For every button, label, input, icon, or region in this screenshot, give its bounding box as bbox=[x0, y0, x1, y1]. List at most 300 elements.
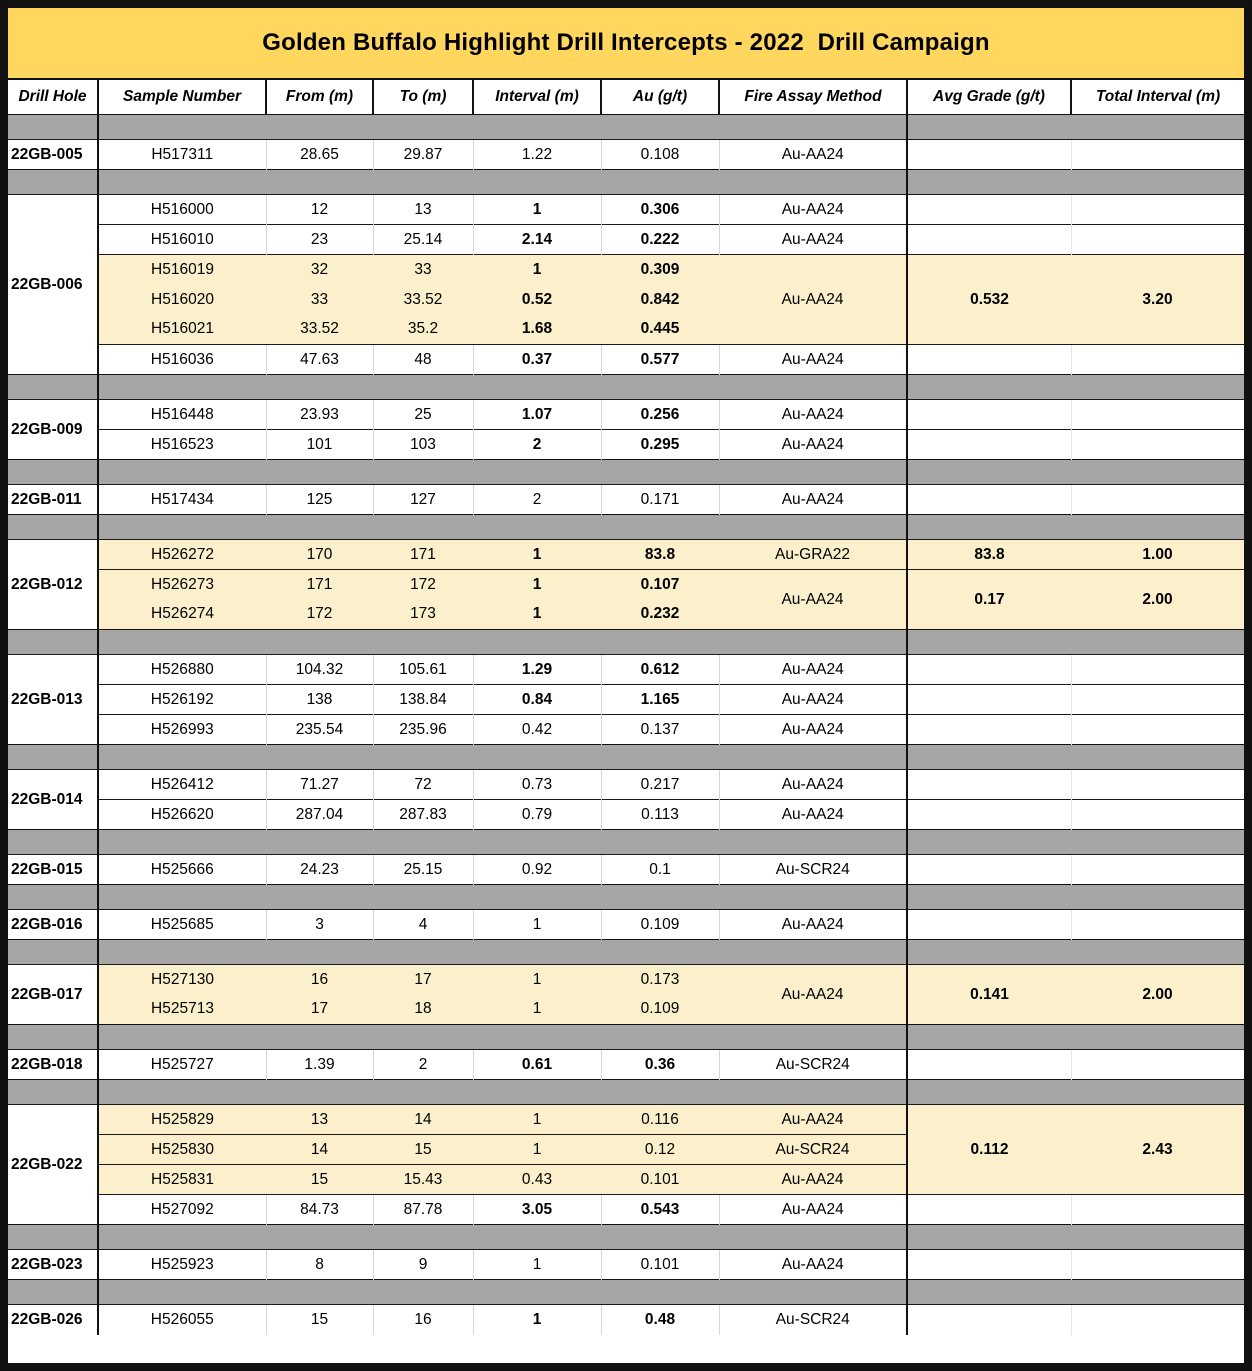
separator-row bbox=[8, 460, 1244, 485]
cell-sample-number: H526993 bbox=[98, 715, 266, 745]
table-row bbox=[8, 570, 1244, 600]
cell-avg-grade bbox=[907, 655, 1071, 685]
cell-from: 71.27 bbox=[266, 770, 373, 800]
cell-avg-grade bbox=[907, 400, 1071, 430]
separator-row bbox=[8, 885, 1244, 910]
separator-cell bbox=[907, 515, 1244, 540]
cell-to: 172 bbox=[373, 570, 473, 600]
cell-to: 105.61 bbox=[373, 655, 473, 685]
separator-cell bbox=[98, 1025, 907, 1050]
cell-to: 287.83 bbox=[373, 800, 473, 830]
cell-from: 171 bbox=[266, 570, 373, 600]
cell-interval: 0.61 bbox=[473, 1050, 601, 1080]
cell-total-interval: 2.43 bbox=[1071, 1105, 1244, 1195]
cell-from: 28.65 bbox=[266, 140, 373, 170]
separator-cell bbox=[98, 115, 907, 140]
cell-fire-assay-method: Au-SCR24 bbox=[719, 1135, 907, 1165]
cell-to: 13 bbox=[373, 195, 473, 225]
cell-to: 4 bbox=[373, 910, 473, 940]
cell-total-interval bbox=[1071, 140, 1244, 170]
separator-cell bbox=[907, 745, 1244, 770]
cell-sample-number: H516021 bbox=[98, 315, 266, 345]
cell-interval: 1 bbox=[473, 1250, 601, 1280]
cell-au-grade: 0.842 bbox=[601, 285, 719, 315]
table-row bbox=[8, 140, 1244, 170]
cell-interval: 1.68 bbox=[473, 315, 601, 345]
cell-to: 127 bbox=[373, 485, 473, 515]
separator-row bbox=[8, 170, 1244, 195]
cell-au-grade: 0.295 bbox=[601, 430, 719, 460]
cell-sample-number: H516019 bbox=[98, 255, 266, 285]
cell-interval: 1.07 bbox=[473, 400, 601, 430]
separator-cell bbox=[8, 630, 98, 655]
cell-au-grade: 0.36 bbox=[601, 1050, 719, 1080]
separator-cell bbox=[98, 940, 907, 965]
cell-to: 72 bbox=[373, 770, 473, 800]
cell-avg-grade bbox=[907, 430, 1071, 460]
cell-total-interval bbox=[1071, 195, 1244, 225]
cell-interval: 0.37 bbox=[473, 345, 601, 375]
cell-au-grade: 0.577 bbox=[601, 345, 719, 375]
cell-au-grade: 0.306 bbox=[601, 195, 719, 225]
drill-intercepts-table bbox=[8, 80, 1244, 1335]
column-header-sample-number: Sample Number bbox=[98, 80, 266, 115]
cell-au-grade: 0.108 bbox=[601, 140, 719, 170]
cell-to: 29.87 bbox=[373, 140, 473, 170]
cell-sample-number: H517434 bbox=[98, 485, 266, 515]
cell-from: 47.63 bbox=[266, 345, 373, 375]
separator-row bbox=[8, 1280, 1244, 1305]
table-row bbox=[8, 770, 1244, 800]
cell-to: 15.43 bbox=[373, 1165, 473, 1195]
cell-au-grade: 0.256 bbox=[601, 400, 719, 430]
cell-au-grade: 0.222 bbox=[601, 225, 719, 255]
cell-interval: 0.84 bbox=[473, 685, 601, 715]
cell-from: 287.04 bbox=[266, 800, 373, 830]
cell-total-interval bbox=[1071, 1195, 1244, 1225]
cell-to: 9 bbox=[373, 1250, 473, 1280]
cell-from: 15 bbox=[266, 1165, 373, 1195]
separator-cell bbox=[8, 170, 98, 195]
cell-interval: 1 bbox=[473, 195, 601, 225]
separator-cell bbox=[98, 375, 907, 400]
cell-fire-assay-method: Au-SCR24 bbox=[719, 855, 907, 885]
cell-from: 16 bbox=[266, 965, 373, 995]
separator-row bbox=[8, 1025, 1244, 1050]
cell-au-grade: 0.116 bbox=[601, 1105, 719, 1135]
cell-sample-number: H526412 bbox=[98, 770, 266, 800]
cell-sample-number: H525829 bbox=[98, 1105, 266, 1135]
cell-from: 1.39 bbox=[266, 1050, 373, 1080]
cell-interval: 3.05 bbox=[473, 1195, 601, 1225]
separator-cell bbox=[907, 1280, 1244, 1305]
cell-total-interval bbox=[1071, 800, 1244, 830]
cell-avg-grade bbox=[907, 800, 1071, 830]
cell-au-grade: 0.612 bbox=[601, 655, 719, 685]
column-header-interval: Interval (m) bbox=[473, 80, 601, 115]
cell-total-interval bbox=[1071, 770, 1244, 800]
cell-interval: 1 bbox=[473, 910, 601, 940]
separator-cell bbox=[8, 745, 98, 770]
cell-avg-grade bbox=[907, 1050, 1071, 1080]
cell-from: 84.73 bbox=[266, 1195, 373, 1225]
cell-fire-assay-method: Au-AA24 bbox=[719, 195, 907, 225]
cell-interval: 1 bbox=[473, 255, 601, 285]
separator-cell bbox=[907, 115, 1244, 140]
separator-cell bbox=[98, 885, 907, 910]
separator-cell bbox=[8, 515, 98, 540]
cell-interval: 1 bbox=[473, 1135, 601, 1165]
cell-interval: 0.42 bbox=[473, 715, 601, 745]
cell-avg-grade: 0.532 bbox=[907, 255, 1071, 345]
cell-au-grade: 83.8 bbox=[601, 540, 719, 570]
cell-interval: 2.14 bbox=[473, 225, 601, 255]
separator-cell bbox=[98, 1225, 907, 1250]
cell-sample-number: H525713 bbox=[98, 995, 266, 1025]
header-row bbox=[8, 80, 1244, 115]
cell-from: 101 bbox=[266, 430, 373, 460]
cell-to: 173 bbox=[373, 600, 473, 630]
cell-au-grade: 0.232 bbox=[601, 600, 719, 630]
separator-row bbox=[8, 115, 1244, 140]
table-row bbox=[8, 965, 1244, 995]
cell-fire-assay-method: Au-AA24 bbox=[719, 715, 907, 745]
cell-sample-number: H525923 bbox=[98, 1250, 266, 1280]
cell-interval: 0.52 bbox=[473, 285, 601, 315]
separator-row bbox=[8, 630, 1244, 655]
cell-sample-number: H516448 bbox=[98, 400, 266, 430]
cell-au-grade: 0.107 bbox=[601, 570, 719, 600]
cell-from: 33.52 bbox=[266, 315, 373, 345]
cell-from: 32 bbox=[266, 255, 373, 285]
cell-avg-grade: 83.8 bbox=[907, 540, 1071, 570]
table-row bbox=[8, 540, 1244, 570]
cell-au-grade: 0.171 bbox=[601, 485, 719, 515]
cell-au-grade: 0.543 bbox=[601, 1195, 719, 1225]
drill-hole-cell: 22GB-026 bbox=[8, 1305, 98, 1335]
drill-hole-cell: 22GB-009 bbox=[8, 400, 98, 460]
cell-au-grade: 0.1 bbox=[601, 855, 719, 885]
cell-total-interval bbox=[1071, 485, 1244, 515]
cell-to: 235.96 bbox=[373, 715, 473, 745]
table-row bbox=[8, 1105, 1244, 1135]
cell-sample-number: H525830 bbox=[98, 1135, 266, 1165]
separator-row bbox=[8, 1225, 1244, 1250]
cell-au-grade: 0.48 bbox=[601, 1305, 719, 1335]
drill-hole-cell: 22GB-013 bbox=[8, 655, 98, 745]
cell-fire-assay-method: Au-AA24 bbox=[719, 140, 907, 170]
cell-sample-number: H526620 bbox=[98, 800, 266, 830]
separator-cell bbox=[98, 460, 907, 485]
cell-to: 2 bbox=[373, 1050, 473, 1080]
cell-total-interval: 2.00 bbox=[1071, 965, 1244, 1025]
cell-sample-number: H516036 bbox=[98, 345, 266, 375]
cell-total-interval bbox=[1071, 655, 1244, 685]
cell-fire-assay-method: Au-AA24 bbox=[719, 485, 907, 515]
cell-total-interval bbox=[1071, 855, 1244, 885]
cell-au-grade: 0.12 bbox=[601, 1135, 719, 1165]
separator-cell bbox=[98, 170, 907, 195]
cell-total-interval bbox=[1071, 225, 1244, 255]
cell-avg-grade bbox=[907, 910, 1071, 940]
cell-avg-grade bbox=[907, 345, 1071, 375]
separator-cell bbox=[8, 830, 98, 855]
cell-from: 125 bbox=[266, 485, 373, 515]
cell-interval: 0.43 bbox=[473, 1165, 601, 1195]
column-header-total-interval: Total Interval (m) bbox=[1071, 80, 1244, 115]
drill-hole-cell: 22GB-018 bbox=[8, 1050, 98, 1080]
cell-total-interval bbox=[1071, 400, 1244, 430]
drill-hole-cell: 22GB-006 bbox=[8, 195, 98, 375]
separator-cell bbox=[8, 1080, 98, 1105]
cell-from: 172 bbox=[266, 600, 373, 630]
cell-from: 23 bbox=[266, 225, 373, 255]
cell-to: 17 bbox=[373, 965, 473, 995]
cell-avg-grade: 0.141 bbox=[907, 965, 1071, 1025]
cell-avg-grade bbox=[907, 715, 1071, 745]
cell-sample-number: H525831 bbox=[98, 1165, 266, 1195]
cell-fire-assay-method: Au-AA24 bbox=[719, 770, 907, 800]
cell-sample-number: H526055 bbox=[98, 1305, 266, 1335]
separator-cell bbox=[8, 1225, 98, 1250]
cell-from: 235.54 bbox=[266, 715, 373, 745]
column-header-from: From (m) bbox=[266, 80, 373, 115]
drill-hole-cell: 22GB-017 bbox=[8, 965, 98, 1025]
cell-fire-assay-method: Au-GRA22 bbox=[719, 540, 907, 570]
table-row bbox=[8, 715, 1244, 745]
cell-interval: 2 bbox=[473, 430, 601, 460]
separator-row bbox=[8, 745, 1244, 770]
cell-to: 103 bbox=[373, 430, 473, 460]
cell-au-grade: 0.173 bbox=[601, 965, 719, 995]
cell-to: 138.84 bbox=[373, 685, 473, 715]
cell-sample-number: H526273 bbox=[98, 570, 266, 600]
cell-fire-assay-method: Au-AA24 bbox=[719, 1250, 907, 1280]
cell-sample-number: H525666 bbox=[98, 855, 266, 885]
cell-sample-number: H525685 bbox=[98, 910, 266, 940]
cell-to: 33.52 bbox=[373, 285, 473, 315]
cell-au-grade: 0.101 bbox=[601, 1165, 719, 1195]
cell-sample-number: H516523 bbox=[98, 430, 266, 460]
column-header-to: To (m) bbox=[373, 80, 473, 115]
cell-sample-number: H526192 bbox=[98, 685, 266, 715]
column-header-avg-grade: Avg Grade (g/t) bbox=[907, 80, 1071, 115]
cell-fire-assay-method: Au-AA24 bbox=[719, 345, 907, 375]
cell-interval: 1.29 bbox=[473, 655, 601, 685]
cell-to: 35.2 bbox=[373, 315, 473, 345]
cell-fire-assay-method: Au-SCR24 bbox=[719, 1050, 907, 1080]
cell-to: 14 bbox=[373, 1105, 473, 1135]
cell-total-interval: 3.20 bbox=[1071, 255, 1244, 345]
cell-total-interval bbox=[1071, 715, 1244, 745]
separator-cell bbox=[907, 375, 1244, 400]
cell-avg-grade bbox=[907, 485, 1071, 515]
cell-total-interval: 1.00 bbox=[1071, 540, 1244, 570]
table-row bbox=[8, 345, 1244, 375]
cell-avg-grade bbox=[907, 140, 1071, 170]
separator-row bbox=[8, 515, 1244, 540]
table-row bbox=[8, 655, 1244, 685]
cell-avg-grade: 0.112 bbox=[907, 1105, 1071, 1195]
cell-to: 25.15 bbox=[373, 855, 473, 885]
table-row bbox=[8, 485, 1244, 515]
separator-cell bbox=[8, 885, 98, 910]
cell-avg-grade bbox=[907, 1305, 1071, 1335]
separator-cell bbox=[907, 1225, 1244, 1250]
separator-row bbox=[8, 830, 1244, 855]
cell-fire-assay-method: Au-AA24 bbox=[719, 570, 907, 630]
table-row bbox=[8, 1250, 1244, 1280]
cell-interval: 1 bbox=[473, 600, 601, 630]
cell-au-grade: 0.113 bbox=[601, 800, 719, 830]
cell-to: 15 bbox=[373, 1135, 473, 1165]
cell-total-interval: 2.00 bbox=[1071, 570, 1244, 630]
separator-cell bbox=[98, 1280, 907, 1305]
separator-cell bbox=[907, 885, 1244, 910]
cell-from: 15 bbox=[266, 1305, 373, 1335]
table-row bbox=[8, 225, 1244, 255]
separator-cell bbox=[98, 630, 907, 655]
cell-from: 12 bbox=[266, 195, 373, 225]
cell-from: 17 bbox=[266, 995, 373, 1025]
cell-fire-assay-method: Au-SCR24 bbox=[719, 1305, 907, 1335]
cell-total-interval bbox=[1071, 1305, 1244, 1335]
separator-cell bbox=[98, 745, 907, 770]
drill-hole-cell: 22GB-015 bbox=[8, 855, 98, 885]
cell-fire-assay-method: Au-AA24 bbox=[719, 400, 907, 430]
cell-from: 14 bbox=[266, 1135, 373, 1165]
cell-total-interval bbox=[1071, 910, 1244, 940]
cell-avg-grade bbox=[907, 855, 1071, 885]
separator-cell bbox=[8, 460, 98, 485]
cell-interval: 0.92 bbox=[473, 855, 601, 885]
separator-cell bbox=[907, 1080, 1244, 1105]
separator-cell bbox=[8, 375, 98, 400]
cell-to: 25 bbox=[373, 400, 473, 430]
cell-interval: 1 bbox=[473, 540, 601, 570]
cell-fire-assay-method: Au-AA24 bbox=[719, 225, 907, 255]
table-row bbox=[8, 255, 1244, 285]
cell-total-interval bbox=[1071, 1250, 1244, 1280]
column-header-drill-hole: Drill Hole bbox=[8, 80, 98, 115]
cell-sample-number: H516000 bbox=[98, 195, 266, 225]
page-title: Golden Buffalo Highlight Drill Intercepts - 2022 Drill Campaign bbox=[8, 8, 1244, 80]
separator-cell bbox=[98, 1080, 907, 1105]
separator-cell bbox=[98, 515, 907, 540]
cell-au-grade: 0.109 bbox=[601, 995, 719, 1025]
cell-interval: 0.73 bbox=[473, 770, 601, 800]
cell-to: 87.78 bbox=[373, 1195, 473, 1225]
cell-sample-number: H517311 bbox=[98, 140, 266, 170]
cell-to: 171 bbox=[373, 540, 473, 570]
separator-cell bbox=[98, 830, 907, 855]
cell-from: 23.93 bbox=[266, 400, 373, 430]
separator-cell bbox=[8, 1025, 98, 1050]
cell-sample-number: H527130 bbox=[98, 965, 266, 995]
cell-total-interval bbox=[1071, 1050, 1244, 1080]
cell-total-interval bbox=[1071, 685, 1244, 715]
table-row bbox=[8, 430, 1244, 460]
separator-cell bbox=[907, 1025, 1244, 1050]
cell-interval: 1 bbox=[473, 1105, 601, 1135]
cell-sample-number: H516010 bbox=[98, 225, 266, 255]
cell-sample-number: H526272 bbox=[98, 540, 266, 570]
cell-sample-number: H516020 bbox=[98, 285, 266, 315]
cell-to: 33 bbox=[373, 255, 473, 285]
cell-from: 13 bbox=[266, 1105, 373, 1135]
cell-interval: 2 bbox=[473, 485, 601, 515]
cell-sample-number: H526880 bbox=[98, 655, 266, 685]
separator-row bbox=[8, 1080, 1244, 1105]
cell-avg-grade bbox=[907, 685, 1071, 715]
table-row bbox=[8, 910, 1244, 940]
cell-interval: 1 bbox=[473, 570, 601, 600]
table-row bbox=[8, 1195, 1244, 1225]
cell-avg-grade bbox=[907, 770, 1071, 800]
cell-from: 104.32 bbox=[266, 655, 373, 685]
drill-hole-cell: 22GB-014 bbox=[8, 770, 98, 830]
cell-au-grade: 0.101 bbox=[601, 1250, 719, 1280]
separator-cell bbox=[907, 460, 1244, 485]
cell-to: 18 bbox=[373, 995, 473, 1025]
cell-to: 48 bbox=[373, 345, 473, 375]
cell-au-grade: 0.109 bbox=[601, 910, 719, 940]
table-row bbox=[8, 855, 1244, 885]
drill-hole-cell: 22GB-012 bbox=[8, 540, 98, 630]
cell-avg-grade bbox=[907, 195, 1071, 225]
cell-from: 33 bbox=[266, 285, 373, 315]
separator-cell bbox=[8, 1280, 98, 1305]
cell-au-grade: 0.217 bbox=[601, 770, 719, 800]
drill-hole-cell: 22GB-011 bbox=[8, 485, 98, 515]
cell-sample-number: H526274 bbox=[98, 600, 266, 630]
table-row bbox=[8, 195, 1244, 225]
cell-avg-grade bbox=[907, 1250, 1071, 1280]
cell-avg-grade bbox=[907, 225, 1071, 255]
table-row bbox=[8, 800, 1244, 830]
table-row bbox=[8, 1050, 1244, 1080]
cell-fire-assay-method: Au-AA24 bbox=[719, 255, 907, 345]
cell-au-grade: 0.309 bbox=[601, 255, 719, 285]
drill-hole-cell: 22GB-023 bbox=[8, 1250, 98, 1280]
cell-total-interval bbox=[1071, 345, 1244, 375]
cell-to: 25.14 bbox=[373, 225, 473, 255]
separator-cell bbox=[8, 115, 98, 140]
cell-fire-assay-method: Au-AA24 bbox=[719, 685, 907, 715]
cell-from: 170 bbox=[266, 540, 373, 570]
cell-to: 16 bbox=[373, 1305, 473, 1335]
cell-fire-assay-method: Au-AA24 bbox=[719, 800, 907, 830]
table-row bbox=[8, 685, 1244, 715]
cell-interval: 1 bbox=[473, 965, 601, 995]
drill-hole-cell: 22GB-022 bbox=[8, 1105, 98, 1225]
cell-sample-number: H527092 bbox=[98, 1195, 266, 1225]
cell-fire-assay-method: Au-AA24 bbox=[719, 1105, 907, 1135]
table-row bbox=[8, 400, 1244, 430]
cell-from: 138 bbox=[266, 685, 373, 715]
separator-cell bbox=[907, 170, 1244, 195]
cell-fire-assay-method: Au-AA24 bbox=[719, 910, 907, 940]
cell-fire-assay-method: Au-AA24 bbox=[719, 430, 907, 460]
cell-from: 8 bbox=[266, 1250, 373, 1280]
column-header-au: Au (g/t) bbox=[601, 80, 719, 115]
cell-avg-grade: 0.17 bbox=[907, 570, 1071, 630]
cell-total-interval bbox=[1071, 430, 1244, 460]
drill-hole-cell: 22GB-016 bbox=[8, 910, 98, 940]
separator-cell bbox=[8, 940, 98, 965]
cell-au-grade: 1.165 bbox=[601, 685, 719, 715]
cell-fire-assay-method: Au-AA24 bbox=[719, 1195, 907, 1225]
